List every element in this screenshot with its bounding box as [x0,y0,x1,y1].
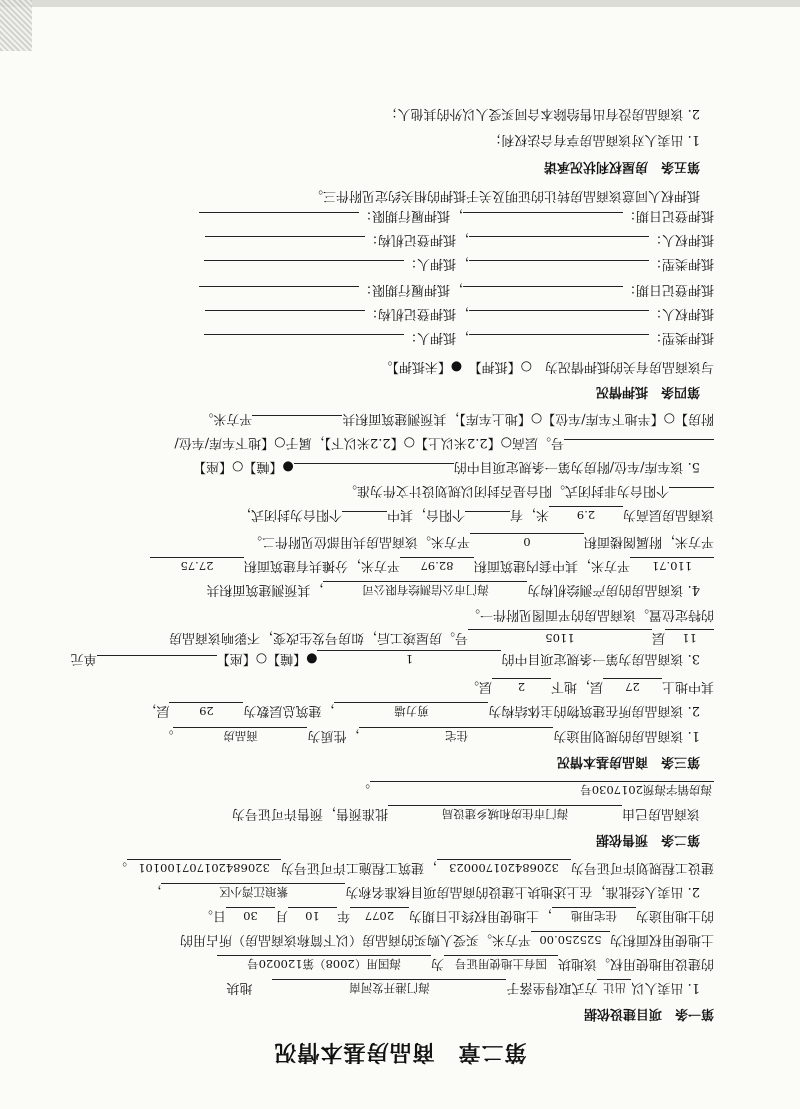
expiry-year: 2077 [350,907,409,924]
a4-mortgage1-line3: 抵押登记日期：，抵押履行期限： [199,281,714,301]
presale-authority: 海门市住房和城乡建设局 [388,805,622,822]
a1-p1-line3: 土地使用权面积为525250.00平方米。买受人购买的商品房（以下简称该商品房）所占用的 [179,932,714,947]
balcony-count-blank [465,511,510,526]
land-use: 住宅用地 [552,907,636,924]
building-number: 1 [317,650,501,667]
floors-above: 27 [603,678,662,695]
a4-mortgage2-line1: 抵押类型：，抵押人： [204,255,714,275]
article5-heading: 第五条 房屋权利状况承诺 [543,159,700,174]
main-structure: 剪力墙 [334,702,488,719]
project-name: 紫琅江湾小区 [161,883,345,900]
article1-heading: 第一条 项目建设依据 [583,1006,714,1021]
construction-permit-number: 320684201707100101 [127,859,281,876]
planning-permit-number: 320684201700023 [437,859,571,876]
land-location: 海门港开发河南 [272,979,506,996]
land-cert-type: 国有土地使用证号 [444,955,558,972]
survey-agency: 海门市公信测绘有限公司 [323,581,527,598]
chapter-title: 第二章 商品房基本情况 [273,1039,527,1065]
land-cert-number: 海国用（2008）第120020号 [217,955,431,972]
a4-note: 抵押权人同意该商品房转让的证明及关于抵押的相关约定见附件三。 [309,188,700,203]
article3-heading: 第三条 商品房基本情况 [556,754,700,769]
open-balcony-blank [669,487,714,502]
total-area: 110.71 [630,557,714,574]
inner-area: 82.97 [400,557,474,574]
a1-p2-line1: 2. 出卖人经批准，在上述地块上建设的商品房项目核准名称为紫琅江湾小区， [148,884,700,899]
a3-line14: 附房】○【半地下车库/车位】○【地上车库】，其预测建筑面积共平方米。 [200,410,714,430]
a1-p1-line1: 1. 出卖人以出让方式取得坐落于海门港开发河南地块 [226,980,700,995]
a4-mortgage1-line2: 抵押权人：，抵押登记机构： [205,305,714,325]
floor-number: 11 [665,629,714,646]
article2-heading: 第二条 预售依据 [595,832,700,847]
expiry-month: 10 [288,907,337,924]
land-area: 525250.00 [531,931,610,948]
a3-line12: 5. 该车库/车位/附房为第一条规定项目中的●【幢】○【座】 [193,458,700,478]
a3-line4: 3. 该商品房为第一条规定项目中的1●【幢】○【座】单元 [71,650,700,670]
a4-mortgage2-line3: 抵押登记日期：，抵押履行期限： [199,207,714,227]
a4-mortgage2-line2: 抵押权人：，抵押登记机构： [205,231,714,251]
a5-line2: 2. 该商品房没有出售给除本合同买受人以外的其他人； [384,106,700,121]
a3-line8: 110.71平方米，其中套内建筑面积82.97平方米，分摊共有建筑面积27.75 [150,557,714,574]
a3-line1: 1. 该商品房的规划用途为住宅，性质为商品房。 [160,728,700,743]
a4-line1: 与该商品房有关的抵押情况为 ○【抵押】 ●【未抵押】。 [379,359,714,374]
a2-line1: 该商品房已由海门市住房和城乡建设局批准预售，预售许可证号为 [231,806,700,821]
article4-heading: 第四条 抵押情况 [595,384,700,399]
a1-p2-line2: 建设工程规划许可证号为320684201700023，建筑工程施工许可证号为320684201707100101。 [113,860,714,875]
planned-use: 住宅 [359,727,553,744]
a2-line2: 海房销字海预2017030号。 [356,782,712,797]
a3-line13: 号。层高○【2.2米以上】○【2.2米以下】，属于○【地下车库/车位/ [174,434,714,454]
a5-line1: 1. 出卖人对该商品房享有合法权利； [488,132,700,147]
floors-below: 2 [492,678,551,695]
expiry-day: 30 [226,907,275,924]
total-floors: 29 [169,702,243,719]
a3-line3: 其中地上27层，地下2层。 [465,679,714,694]
garage-area-blank [252,415,342,430]
a1-p1-line2: 的建设用地使用权。该地块国有土地使用证号为海国用（2008）第120020号 [217,955,714,972]
garage-building-blank [294,463,454,478]
a3-line6: 的特定位置。该商品房的平面图见附件一。 [466,607,714,622]
a3-line11: 个阳台为非封闭式。阳台是否封闭以规划设计文件为准。 [344,482,714,502]
a3-line10: 该商品房层高为2.9米，有个阳台，其中个阳台为封闭式， [238,506,714,526]
closed-balcony-blank [342,511,387,526]
a3-line7: 4. 该商品房的房产测绘机构为海门市公信测绘有限公司，其预测建筑面积共 [206,582,700,597]
a3-line9: 平方米，附属阁楼面积0平方米。该商品房共用部位见附件二。 [248,534,714,549]
a3-line5: 11层1105号。房屋竣工后，如房号发生改变，不影响该商品房 [169,629,714,646]
room-number: 1105 [468,629,652,646]
attic-area: 0 [470,533,584,550]
floor-height: 2.9 [549,506,623,523]
unit-blank [97,655,217,670]
land-method: 出让 [597,979,631,996]
a3-line2: 2. 该商品房所在建筑物的主体结构为剪力墙，建筑总层数为29层， [143,703,700,718]
scan-shadow [0,0,32,51]
presale-permit-number: 海房销字海预2017030号 [370,781,714,798]
a4-mortgage1-line1: 抵押类型：，抵押人： [204,329,714,349]
garage-number-blank [564,439,714,454]
property-nature: 商品房 [173,727,307,744]
a1-p1-line4: 的土地用途为住宅用地，土地使用权终止日期为2077年10月30日。 [199,908,714,923]
scan-edge-bottom [0,0,800,7]
shared-area: 27.75 [150,557,244,574]
